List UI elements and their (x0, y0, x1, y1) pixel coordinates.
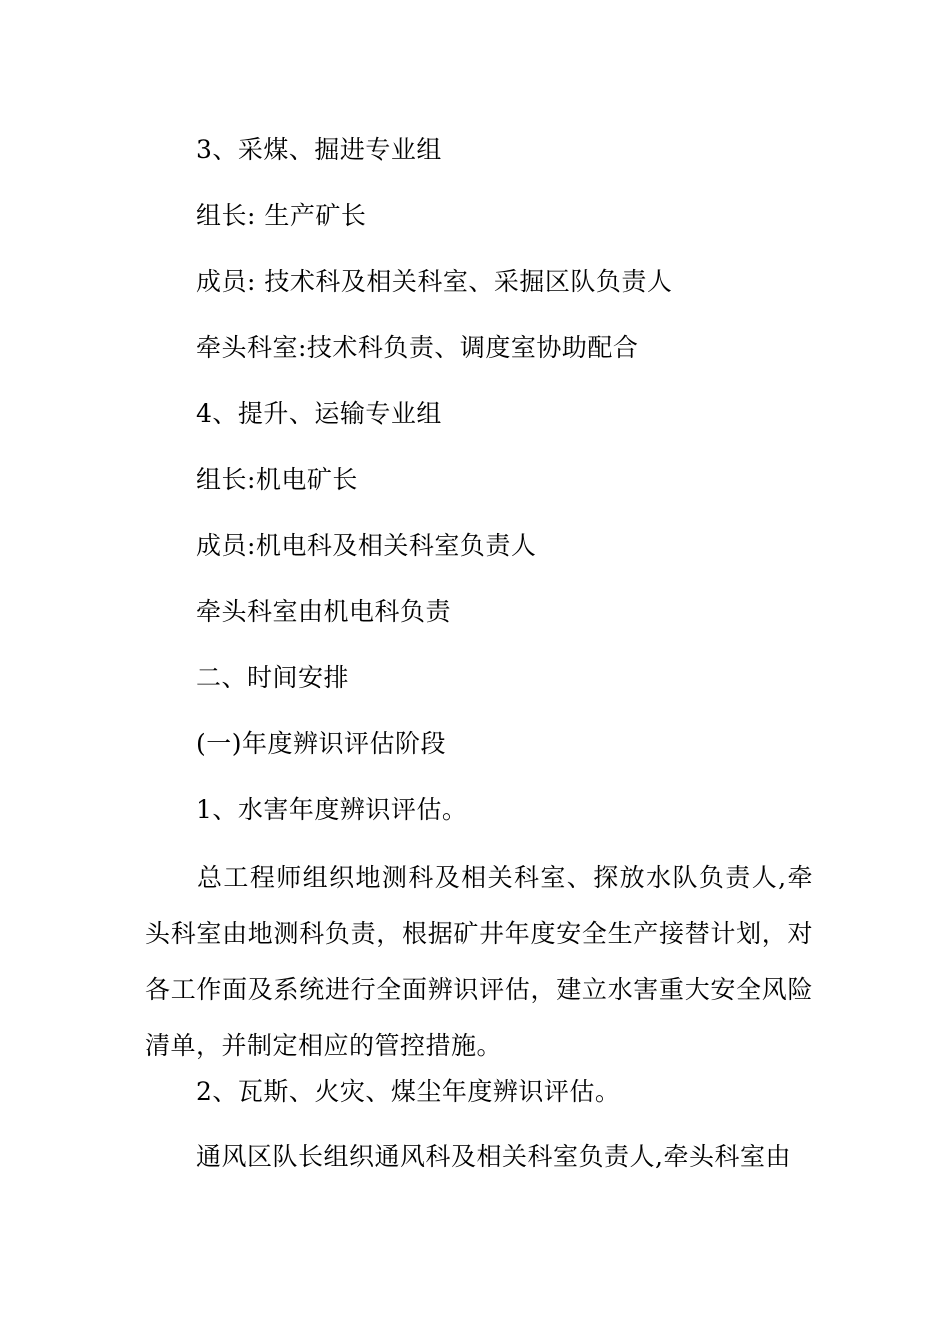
item-water-hazard: 1、水害年度辨识评估。 (196, 795, 468, 824)
paragraph-water-hazard: 总工程师组织地测科及相关科室、探放水队负责人,牵头科室由地测科负责，根据矿井年度安全生产接替计划，对各工作面及系统进行全面辨识评估，建立水害重大安全风险清单，并制定相应的管控措施。 (145, 863, 813, 1060)
group-leader-electromechanical: 组长:机电矿长 (196, 465, 358, 494)
heading-mining-group: 3、采煤、掘进专业组 (196, 135, 442, 164)
subsection-heading-annual: (一)年度辨识评估阶段 (196, 729, 447, 758)
members-technical: 成员: 技术科及相关科室、采掘区队负责人 (196, 267, 673, 296)
section-heading-schedule: 二、时间安排 (196, 663, 350, 692)
lead-department-technical: 牵头科室:技术科负责、调度室协助配合 (196, 333, 639, 362)
item-gas-fire-dust: 2、瓦斯、火灾、煤尘年度辨识评估。 (196, 1077, 621, 1106)
members-electromechanical: 成员:机电科及相关科室负责人 (196, 531, 537, 560)
lead-department-electromechanical: 牵头科室由机电科负责 (196, 597, 452, 626)
paragraph-ventilation-start: 通风区队长组织通风科及相关科室负责人,牵头科室由 (196, 1142, 791, 1171)
group-leader-production: 组长: 生产矿长 (196, 201, 367, 230)
heading-hoisting-group: 4、提升、运输专业组 (196, 399, 442, 428)
